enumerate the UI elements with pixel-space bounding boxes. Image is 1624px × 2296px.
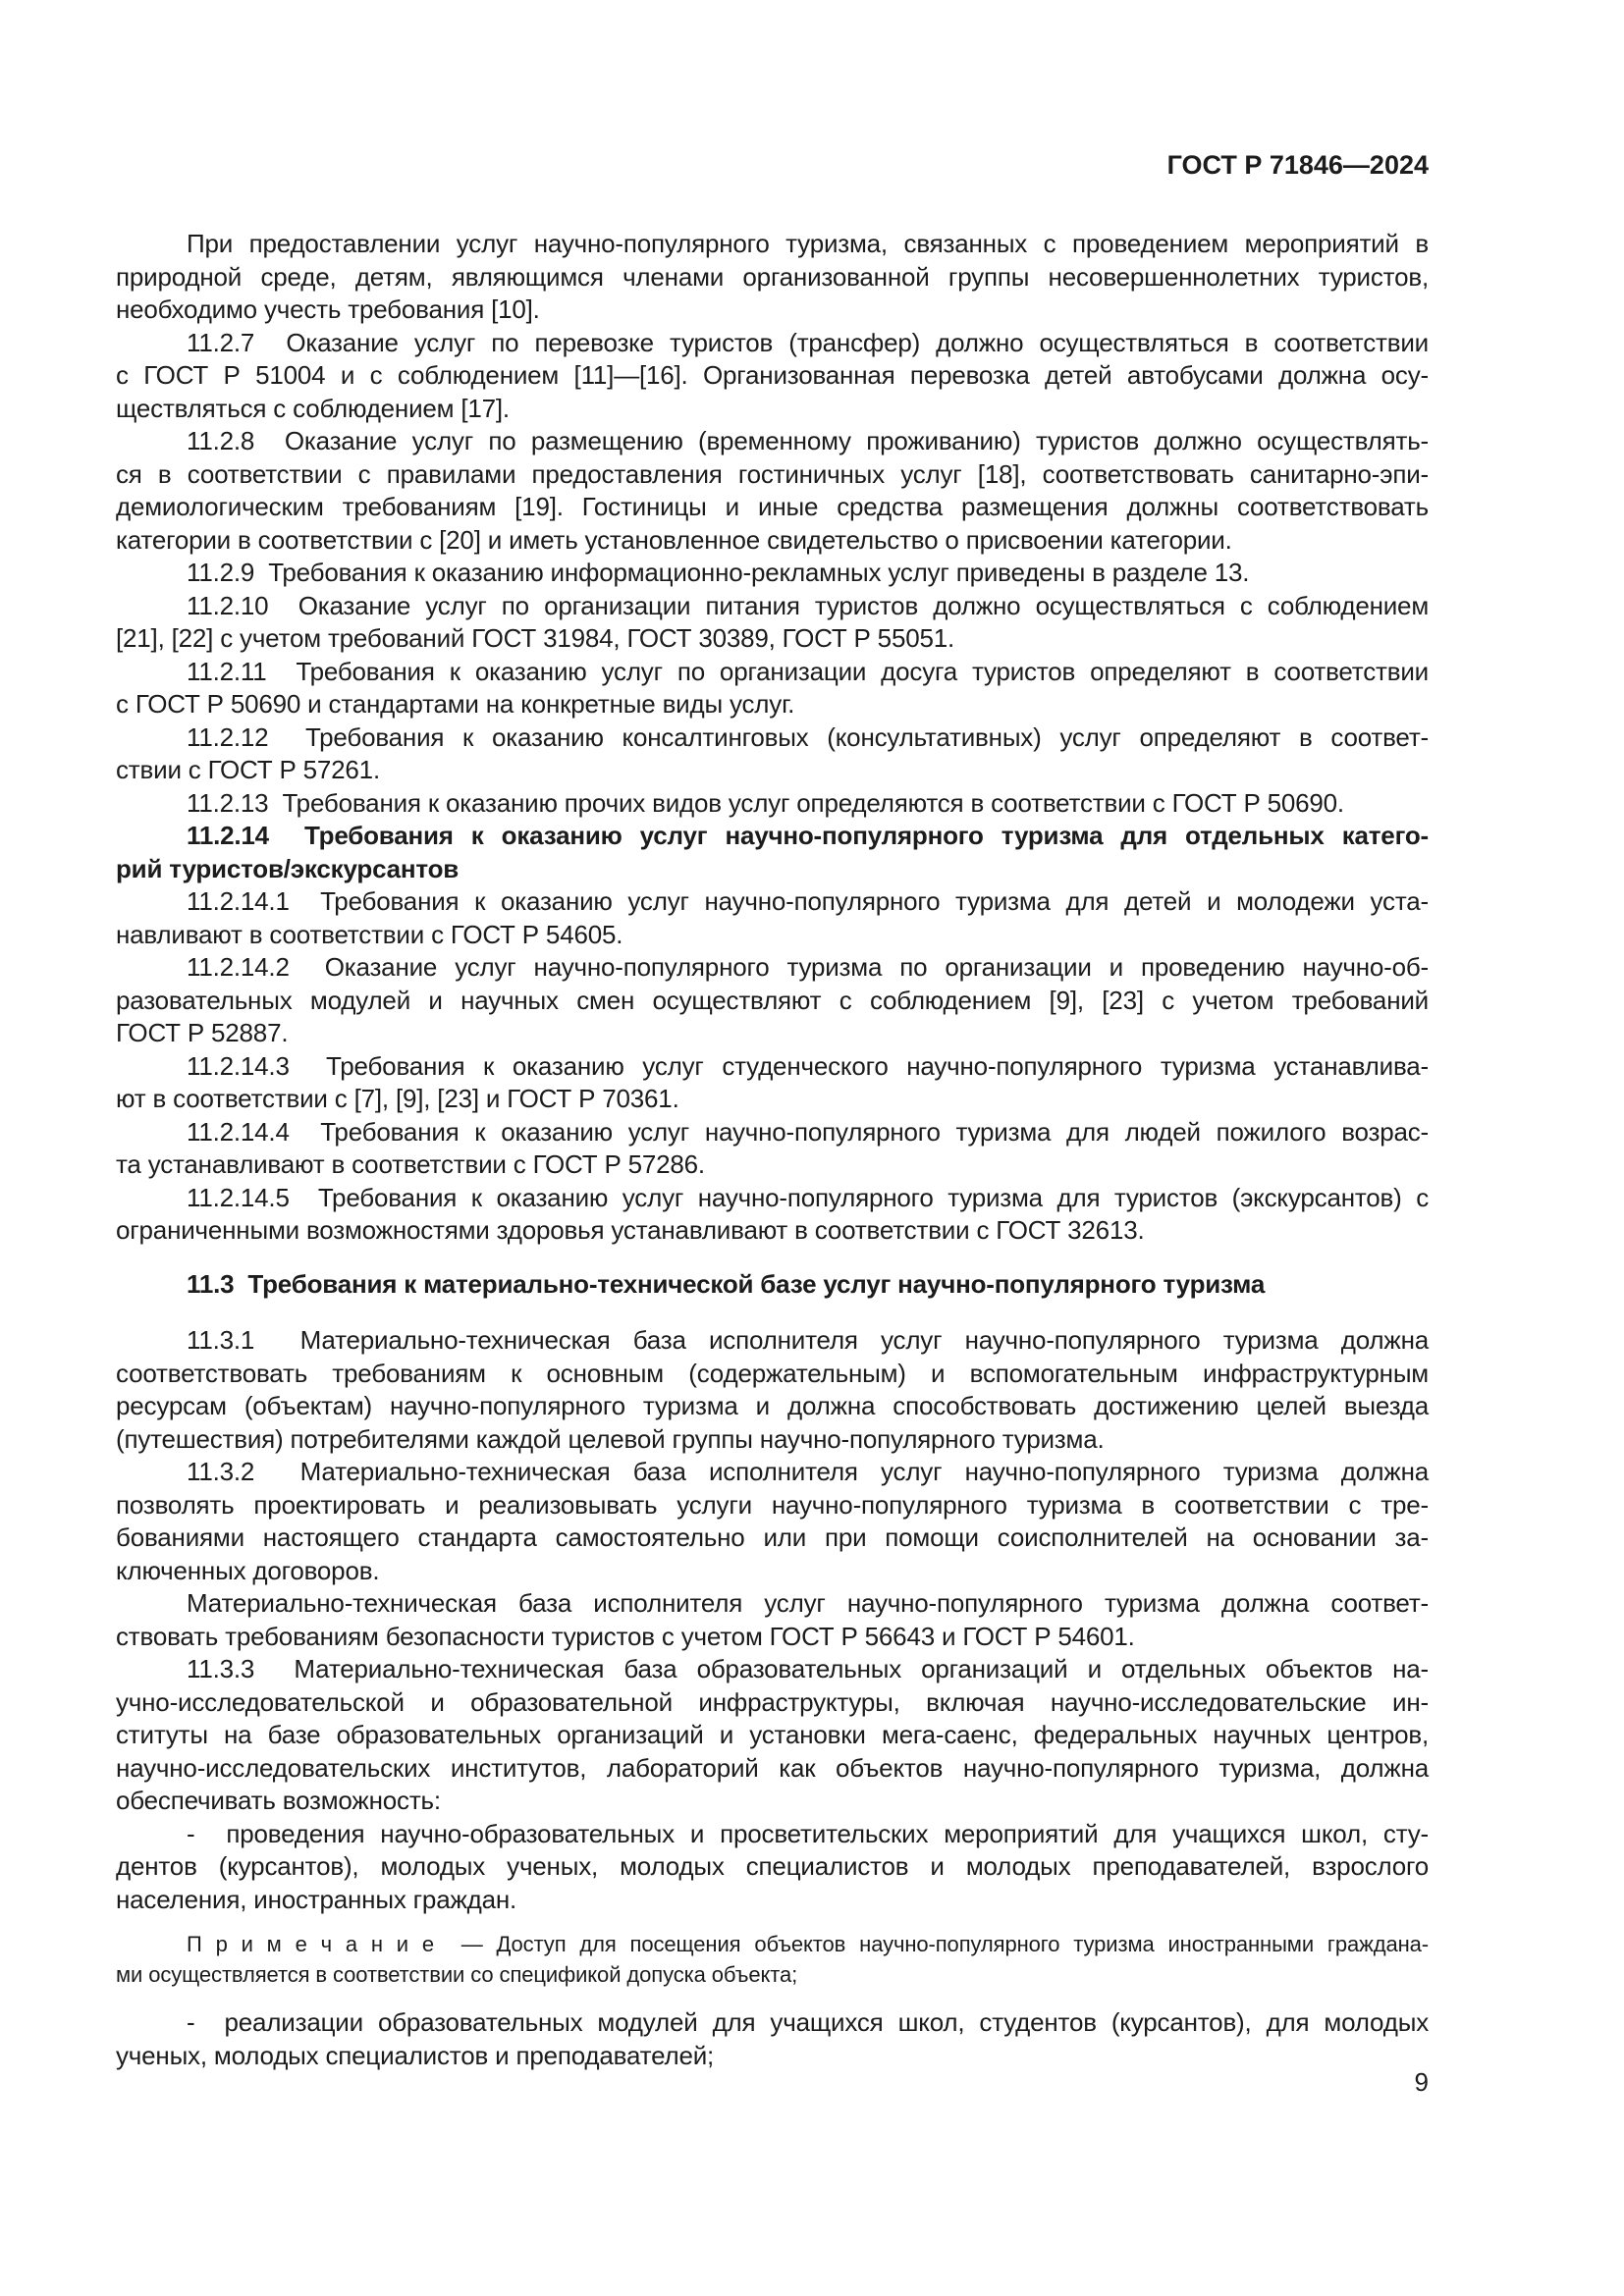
text-line: рий туристов/экскурсантов <box>116 853 460 883</box>
paragraph <box>116 557 1429 590</box>
text-line: 11.2.14.2 Оказание услуг научно-популярного туризма по организации и проведению научно-об- <box>187 952 1429 982</box>
paragraph <box>116 787 1429 821</box>
text-line: П р и м е ч а н и е — Доступ для посещения объектов научно-популярного туризма иностранными граждана- <box>187 1932 1429 1956</box>
paragraph <box>116 1587 1429 1653</box>
list-item <box>116 2006 1429 2072</box>
paragraph-bold <box>116 820 1429 885</box>
text-line: населения, иностранных граждан. <box>116 1884 517 1914</box>
text-line: бованиями настоящего стандарта самостоятельно или при помощи соисполнителей на основании за- <box>116 1522 1429 1552</box>
text-line: разовательных модулей и научных смен осуществляют с соблюдением [9], [23] с учетом требований <box>116 985 1429 1015</box>
text-line: 11.2.14.3 Требования к оказанию услуг студенческого научно-популярного туризма устанавлива- <box>187 1050 1429 1081</box>
paragraph <box>116 721 1429 787</box>
paragraph <box>116 1456 1429 1587</box>
paragraph <box>116 590 1429 656</box>
paragraph <box>116 327 1429 426</box>
text-line: обеспечивать возможность: <box>116 1786 441 1815</box>
text-line: 11.2.14.5 Требования к оказанию услуг научно-популярного туризма для туристов (экскурсантов) с <box>187 1182 1429 1212</box>
text-line: 11.2.14.4 Требования к оказанию услуг научно-популярного туризма для людей пожилого возрас- <box>187 1116 1429 1147</box>
text-line: 11.2.11 Требования к оказанию услуг по организации досуга туристов определяют в соответствии <box>187 656 1429 686</box>
paragraph <box>116 1324 1429 1456</box>
text-line: ществляться с соблюдением [17]. <box>116 393 510 423</box>
text-line: 11.2.13 Требования к оказанию прочих видов услуг определяются в соответствии с ГОСТ Р 50690. <box>187 787 1344 818</box>
text-line: 11.2.10 Оказание услуг по организации питания туристов должно осуществляться с соблюдением <box>187 590 1429 620</box>
text-line: 11.2.14.1 Требования к оказанию услуг научно-популярного туризма для детей и молодежи уста- <box>187 886 1429 916</box>
text-line: 11.3 Требования к материально-технической базе услуг научно-популярного туризма <box>187 1268 1266 1299</box>
text-line: ют в соответствии с [7], [9], [23] и ГОСТ Р 70361. <box>116 1084 679 1113</box>
text-line: 11.2.14 Требования к оказанию услуг научно-популярного туризма для отдельных катего- <box>187 821 1429 850</box>
paragraph <box>116 425 1429 557</box>
text-line: ствовать требованиям безопасности туристов с учетом ГОСТ Р 56643 и ГОСТ Р 54601. <box>116 1621 1135 1651</box>
text-line: та устанавливают в соответствии с ГОСТ Р 57286. <box>116 1149 705 1179</box>
text-line: научно-исследовательских институтов, лабораторий как объектов научно-популярного туризма, должна <box>116 1752 1429 1783</box>
running-header: ГОСТ Р 71846—2024 <box>1166 150 1429 180</box>
text-line: 11.3.1 Материально-техническая база исполнителя услуг научно-популярного туризма должна <box>187 1325 1429 1355</box>
text-line: 11.2.9 Требования к оказанию информационно-рекламных услуг приведены в разделе 13. <box>187 558 1250 587</box>
content <box>116 228 1429 2072</box>
text-line: - реализации образовательных модулей для учащихся школ, студентов (курсантов), для молодых <box>187 2007 1429 2037</box>
text-line: (путешествия) потребителями каждой целевой группы научно-популярного туризма. <box>116 1423 1105 1454</box>
text-line: - проведения научно-образовательных и просветительских мероприятий для учащихся школ, сту- <box>187 1818 1429 1848</box>
list-item <box>116 1818 1429 1917</box>
paragraph <box>116 1182 1429 1248</box>
text-line: ресурсам (объектам) научно-популярного туризма и должна способствовать достижению целей выезда <box>116 1391 1429 1420</box>
text-line: Материально-техническая база исполнителя услуг научно-популярного туризма должна соответ- <box>187 1588 1429 1618</box>
paragraph <box>116 1653 1429 1818</box>
note <box>116 1929 1429 1990</box>
paragraph <box>116 656 1429 721</box>
text-line: 11.3.3 Материально-техническая база образовательных организаций и отдельных объектов на- <box>187 1654 1429 1683</box>
heading <box>116 1268 1429 1302</box>
text-line: ми осуществляется в соответствии со спецификой допуска объекта; <box>116 1962 798 1987</box>
text-line: с ГОСТ Р 50690 и стандартами на конкретные виды услуг. <box>116 689 795 719</box>
paragraph <box>116 951 1429 1050</box>
text-line: с ГОСТ Р 51004 и с соблюдением [11]—[16]. Организованная перевозка детей автобусами должна осу- <box>116 360 1429 390</box>
text-line: 11.2.7 Оказание услуг по перевозке туристов (трансфер) должно осуществляться в соответствии <box>187 327 1429 357</box>
text-line: соответствовать требованиям к основным (содержательным) и вспомогательным инфраструктурным <box>116 1358 1429 1388</box>
paragraph <box>116 228 1429 327</box>
paragraph <box>116 885 1429 951</box>
text-line: ограниченными возможностями здоровья устанавливают в соответствии с ГОСТ 32613. <box>116 1215 1145 1245</box>
text-line: ся в соответствии с правилами предоставления гостиничных услуг [18], соответствовать санитарно-эпи- <box>116 458 1429 489</box>
text-line: 11.2.12 Требования к оказанию консалтинговых (консультативных) услуг определяют в соответ- <box>187 721 1429 752</box>
paragraph <box>116 1050 1429 1116</box>
text-line: ключенных договоров. <box>116 1555 380 1585</box>
text-line: 11.3.2 Материально-техническая база исполнителя услуг научно-популярного туризма должна <box>187 1457 1429 1486</box>
text-line: При предоставлении услуг научно-популярного туризма, связанных с проведением мероприятий в <box>187 229 1429 258</box>
text-line: [21], [22] с учетом требований ГОСТ 31984, ГОСТ 30389, ГОСТ Р 55051. <box>116 623 955 653</box>
text-line: 11.2.8 Оказание услуг по размещению (временному проживанию) туристов должно осуществлять- <box>187 426 1429 455</box>
text-frame <box>116 149 1429 2097</box>
text-line: учно-исследовательской и образовательной инфраструктуры, включая научно-исследовательские ин- <box>116 1686 1429 1717</box>
text-line: ученых, молодых специалистов и преподавателей; <box>116 2040 715 2070</box>
text-line: необходимо учесть требования [10]. <box>116 294 540 324</box>
text-line: ституты на базе образовательных организаций и установки мега-саенс, федеральных научных центров, <box>116 1720 1429 1749</box>
paragraph <box>116 1116 1429 1182</box>
text-line: навливают в соответствии с ГОСТ Р 54605. <box>116 919 623 949</box>
text-line: демиологическим требованиям [19]. Гостиницы и иные средства размещения должны соответствовать <box>116 492 1429 521</box>
text-line: позволять проектировать и реализовывать услуги научно-популярного туризма в соответствии с тре- <box>116 1489 1429 1520</box>
text-line: ГОСТ Р 52887. <box>116 1018 289 1047</box>
text-line: ствии с ГОСТ Р 57261. <box>116 755 380 784</box>
text-line: дентов (курсантов), молодых ученых, молодых специалистов и молодых преподавателей, взрослого <box>116 1851 1429 1881</box>
page-number: 9 <box>1414 2067 1429 2097</box>
text-line: категории в соответствии с [20] и иметь установленное свидетельство о присвоении категории. <box>116 524 1232 555</box>
text-line: природной среде, детям, являющимся членами организованной группы несовершеннолетних туристов, <box>116 261 1429 292</box>
